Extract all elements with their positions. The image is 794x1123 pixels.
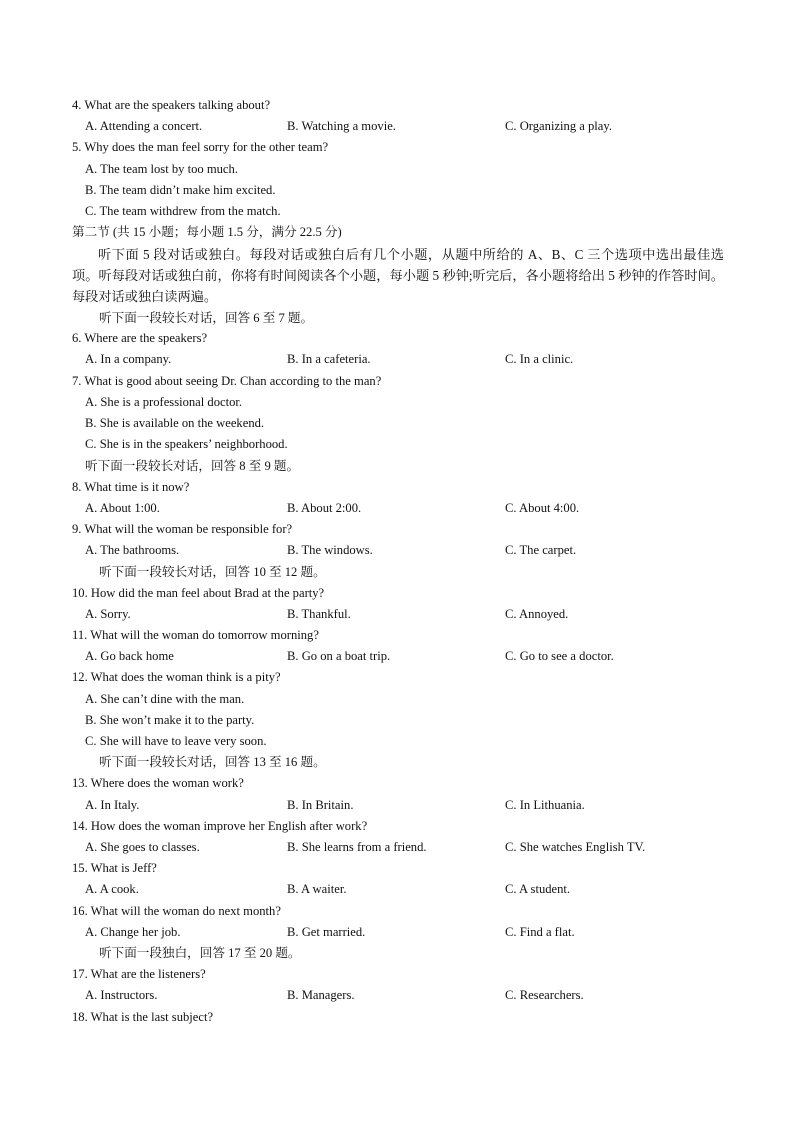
question-12: 12. What does the woman think is a pity?	[72, 670, 281, 684]
q6-option-b: B. In a cafeteria.	[287, 352, 371, 366]
directions-6-7: 听下面一段较长对话，回答 6 至 7 题。	[99, 311, 314, 325]
question-16: 16. What will the woman do next month?	[72, 904, 281, 918]
q6-option-c: C. In a clinic.	[505, 352, 574, 366]
q4-option-b: B. Watching a movie.	[287, 119, 396, 133]
question-13: 13. Where does the woman work?	[72, 776, 244, 790]
q8-option-c: C. About 4:00.	[505, 501, 580, 515]
q5-option-c: C. The team withdrew from the match.	[85, 204, 281, 218]
q17-option-c: C. Researchers.	[505, 988, 584, 1002]
q9-option-b: B. The windows.	[287, 543, 373, 557]
question-10: 10. How did the man feel about Brad at the party?	[72, 586, 325, 600]
q12-option-c: C. She will have to leave very soon.	[85, 734, 267, 748]
question-18: 18. What is the last subject?	[72, 1010, 214, 1024]
q11-option-c: C. Go to see a doctor.	[505, 649, 614, 663]
question-7: 7. What is good about seeing Dr. Chan according to the man?	[72, 374, 382, 388]
q13-option-c: C. In Lithuania.	[505, 798, 585, 812]
q4-option-a: A. Attending a concert.	[85, 119, 203, 133]
q7-option-b: B. She is available on the weekend.	[85, 416, 265, 430]
q12-option-b: B. She won’t make it to the party.	[85, 713, 255, 727]
directions-17-20: 听下面一段独白，回答 17 至 20 题。	[99, 946, 301, 960]
q16-option-b: B. Get married.	[287, 925, 366, 939]
question-15: 15. What is Jeff?	[72, 861, 157, 875]
q10-option-a: A. Sorry.	[85, 607, 131, 621]
q11-option-b: B. Go on a boat trip.	[287, 649, 391, 663]
question-6: 6. Where are the speakers?	[72, 331, 208, 345]
q8-option-b: B. About 2:00.	[287, 501, 362, 515]
q15-option-a: A. A cook.	[85, 882, 139, 896]
q6-option-a: A. In a company.	[85, 352, 172, 366]
question-17: 17. What are the listeners?	[72, 967, 206, 981]
question-8: 8. What time is it now?	[72, 480, 190, 494]
question-4: 4. What are the speakers talking about?	[72, 98, 271, 112]
q13-option-b: B. In Britain.	[287, 798, 354, 812]
section-instructions: 听下面 5 段对话或独白。每段对话或独白后有几个小题，从题中所给的 A、B、C 三个选项中选出最佳选项。听每段对话或独白前，你将有时间阅读各个小题，每小题 5 秒钟;听完后，各小题将给出 5 秒钟的作答时间。每段对话或独白读两遍。	[72, 247, 724, 304]
q5-option-b: B. The team didn’t make him excited.	[85, 183, 276, 197]
q8-option-a: A. About 1:00.	[85, 501, 160, 515]
q11-option-a: A. Go back home	[85, 649, 174, 663]
directions-13-16: 听下面一段较长对话，回答 13 至 16 题。	[99, 755, 326, 769]
q10-option-b: B. Thankful.	[287, 607, 351, 621]
q7-option-c: C. She is in the speakers’ neighborhood.	[85, 437, 288, 451]
directions-8-9: 听下面一段较长对话，回答 8 至 9 题。	[85, 459, 300, 473]
q5-option-a: A. The team lost by too much.	[85, 162, 238, 176]
q14-option-c: C. She watches English TV.	[505, 840, 646, 854]
q17-option-a: A. Instructors.	[85, 988, 158, 1002]
question-11: 11. What will the woman do tomorrow morning?	[72, 628, 319, 642]
q15-option-c: C. A student.	[505, 882, 571, 896]
question-14: 14. How does the woman improve her English after work?	[72, 819, 368, 833]
q14-option-a: A. She goes to classes.	[85, 840, 200, 854]
q12-option-a: A. She can’t dine with the man.	[85, 692, 245, 706]
section-title: 第二节 (共 15 小题；每小题 1.5 分，满分 22.5 分)	[72, 225, 342, 239]
q16-option-c: C. Find a flat.	[505, 925, 575, 939]
question-5: 5. Why does the man feel sorry for the other team?	[72, 140, 329, 154]
q14-option-b: B. She learns from a friend.	[287, 840, 427, 854]
q17-option-b: B. Managers.	[287, 988, 355, 1002]
q16-option-a: A. Change her job.	[85, 925, 181, 939]
q13-option-a: A. In Italy.	[85, 798, 140, 812]
directions-10-12: 听下面一段较长对话，回答 10 至 12 题。	[99, 565, 326, 579]
question-9: 9. What will the woman be responsible for?	[72, 522, 293, 536]
q15-option-b: B. A waiter.	[287, 882, 347, 896]
q4-option-c: C. Organizing a play.	[505, 119, 613, 133]
q9-option-a: A. The bathrooms.	[85, 543, 180, 557]
q10-option-c: C. Annoyed.	[505, 607, 569, 621]
q7-option-a: A. She is a professional doctor.	[85, 395, 243, 409]
q9-option-c: C. The carpet.	[505, 543, 577, 557]
